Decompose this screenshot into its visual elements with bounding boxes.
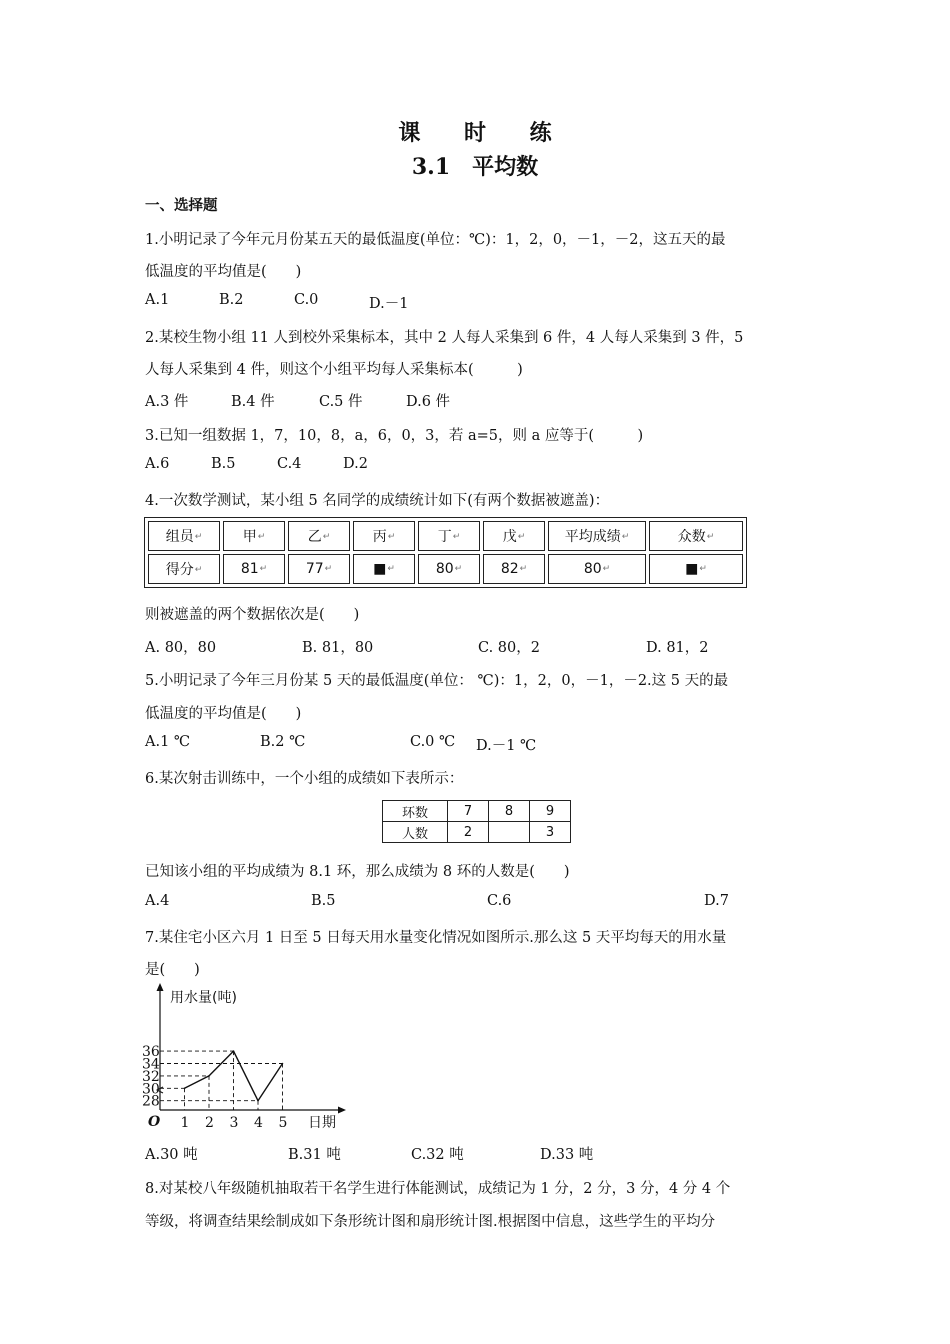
shooting-cell: 3 [530, 822, 571, 843]
question-4-text: 4.一次数学测试，某小组 5 名同学的成绩统计如下(有两个数据被遮盖)： [145, 493, 610, 509]
q2-option-a: A.3 件 [145, 394, 189, 410]
q3-option-d: D.2 [343, 456, 368, 472]
data-point [233, 1050, 235, 1052]
score-header-cell: 丁↵ [418, 521, 480, 551]
q7-option-a: A.30 吨 [145, 1147, 198, 1163]
question-8-text: 8.对某校八年级随机抽取若干名学生进行体能测试，成绩记为 1 分，2 分，3 分，4 分 4 个 [145, 1181, 731, 1197]
shooting-cell [489, 822, 530, 843]
question-5-text: 5.小明记录了今年三月份某 5 天的最低温度(单位： ℃)：1，2，0，－1，－2.这 5 天的最 [145, 673, 729, 689]
shooting-row-rings [383, 801, 571, 822]
question-1-text: 1.小明记录了今年元月份某五天的最低温度(单位：℃)：1，2，0，－1，－2，这五天的最 [145, 232, 726, 248]
q7-option-c: C.32 吨 [411, 1147, 464, 1163]
shooting-cell: 9 [530, 801, 571, 822]
score-header-cell: 戊↵ [483, 521, 545, 551]
score-table-header-row [148, 521, 743, 551]
x-tick-label: 4 [254, 1115, 263, 1131]
q5-option-d: D.－1 ℃ [476, 738, 537, 754]
q3-option-c: C.4 [277, 456, 302, 472]
question-3-text: 3.已知一组数据 1，7，10，8，a，6，0，3，若 a=5，则 a 应等于( ) [145, 428, 644, 444]
data-point [257, 1100, 259, 1102]
x-tick-label: 1 [180, 1115, 190, 1131]
score-cell: 82↵ [483, 554, 545, 584]
score-cell-covered: ■↵ [353, 554, 415, 584]
q4-option-d: D. 81，2 [646, 640, 709, 656]
score-cell: 81↵ [223, 554, 285, 584]
question-7-text-cont: 是( ) [145, 962, 200, 978]
x-tick-label: 2 [205, 1115, 214, 1131]
score-cell: 得分↵ [148, 554, 220, 584]
x-tick-label: 3 [229, 1115, 239, 1131]
q1-option-a: A.1 [145, 292, 170, 308]
series-line-segment [258, 1064, 283, 1101]
q7-option-b: B.31 吨 [288, 1147, 341, 1163]
q5-option-a: A.1 ℃ [145, 734, 191, 750]
shooting-table [382, 800, 571, 843]
q1-option-b: B.2 [219, 292, 244, 308]
q6-option-c: C.6 [487, 893, 512, 909]
question-6-text: 6.某次射击训练中，一个小组的成绩如下表所示： [145, 771, 464, 787]
y-axis-label: 用水量(吨) [170, 990, 237, 1006]
data-point [282, 1063, 284, 1065]
q4-option-c: C. 80，2 [478, 640, 540, 656]
data-point [208, 1075, 210, 1077]
y-tick-label: 30 [142, 1081, 160, 1098]
score-header-cell: 组员↵ [148, 521, 220, 551]
series-line-segment [234, 1051, 259, 1101]
q3-option-b: B.5 [211, 456, 236, 472]
score-cell: 80↵ [418, 554, 480, 584]
q3-option-a: A.6 [145, 456, 170, 472]
score-cell: 77↵ [288, 554, 350, 584]
score-cell: 80↵ [548, 554, 646, 584]
y-tick-label: 28 [142, 1093, 160, 1110]
question-5-text-cont: 低温度的平均值是( ) [145, 706, 302, 722]
x-tick-label: 5 [278, 1115, 288, 1131]
question-7-text: 7.某住宅小区六月 1 日至 5 日每天用水量变化情况如图所示.那么这 5 天平均每天的用水量 [145, 930, 727, 946]
page-subtitle: 3.1 平均数 [411, 154, 539, 180]
question-8-text-cont: 等级，将调查结果绘制成如下条形统计图和扇形统计图.根据图中信息，这些学生的平均分 [145, 1214, 716, 1230]
origin-label: O [148, 1114, 161, 1130]
q5-option-b: B.2 ℃ [260, 734, 306, 750]
data-point [184, 1088, 186, 1090]
shooting-cell: 8 [489, 801, 530, 822]
water-usage-chart [138, 980, 358, 1132]
score-table-data-row [148, 554, 743, 584]
x-axis-arrow-icon [338, 1107, 346, 1114]
q1-option-d: D.－1 [369, 296, 409, 312]
x-axis-label: 日期 [308, 1115, 336, 1131]
q1-option-c: C.0 [294, 292, 319, 308]
q2-option-d: D.6 件 [406, 394, 451, 410]
q5-option-c: C.0 ℃ [410, 734, 456, 750]
y-axis-arrow-icon [157, 983, 164, 991]
shooting-cell: 2 [448, 822, 489, 843]
score-table [144, 517, 747, 588]
page-title: 课 时 练 [398, 120, 570, 146]
shooting-cell: 7 [448, 801, 489, 822]
question-1-text-cont: 低温度的平均值是( ) [145, 264, 302, 280]
q7-option-d: D.33 吨 [540, 1147, 594, 1163]
score-header-cell: 甲↵ [223, 521, 285, 551]
q4-option-a: A. 80，80 [145, 640, 217, 656]
score-header-cell: 丙↵ [353, 521, 415, 551]
question-4-text-cont: 则被遮盖的两个数据依次是( ) [145, 607, 360, 623]
question-2-text-cont: 人每人采集到 4 件，则这个小组平均每人采集标本( ) [145, 362, 523, 378]
q2-option-c: C.5 件 [319, 394, 363, 410]
shooting-cell: 人数 [383, 822, 448, 843]
question-2-text: 2.某校生物小组 11 人到校外采集标本，其中 2 人每人采集到 6 件，4 人每人采集到 3 件，5 [145, 330, 744, 346]
q6-option-a: A.4 [145, 893, 170, 909]
score-header-cell: 乙↵ [288, 521, 350, 551]
q6-option-b: B.5 [311, 893, 336, 909]
question-6-text-cont: 已知该小组的平均成绩为 8.1 环，那么成绩为 8 环的人数是( ) [145, 864, 570, 880]
y-tick-label: 34 [142, 1056, 160, 1073]
y-tick-label: 36 [142, 1044, 160, 1061]
shooting-row-people [383, 822, 571, 843]
score-header-cell: 众数↵ [649, 521, 743, 551]
series-line-segment [185, 1076, 210, 1088]
shooting-cell: 环数 [383, 801, 448, 822]
q2-option-b: B.4 件 [231, 394, 275, 410]
score-header-cell: 平均成绩↵ [548, 521, 646, 551]
score-cell-covered: ■↵ [649, 554, 743, 584]
q6-option-d: D.7 [704, 893, 729, 909]
y-tick-label: 32 [142, 1068, 160, 1085]
section-heading: 一、选择题 [145, 197, 218, 214]
q4-option-b: B. 81，80 [302, 640, 374, 656]
